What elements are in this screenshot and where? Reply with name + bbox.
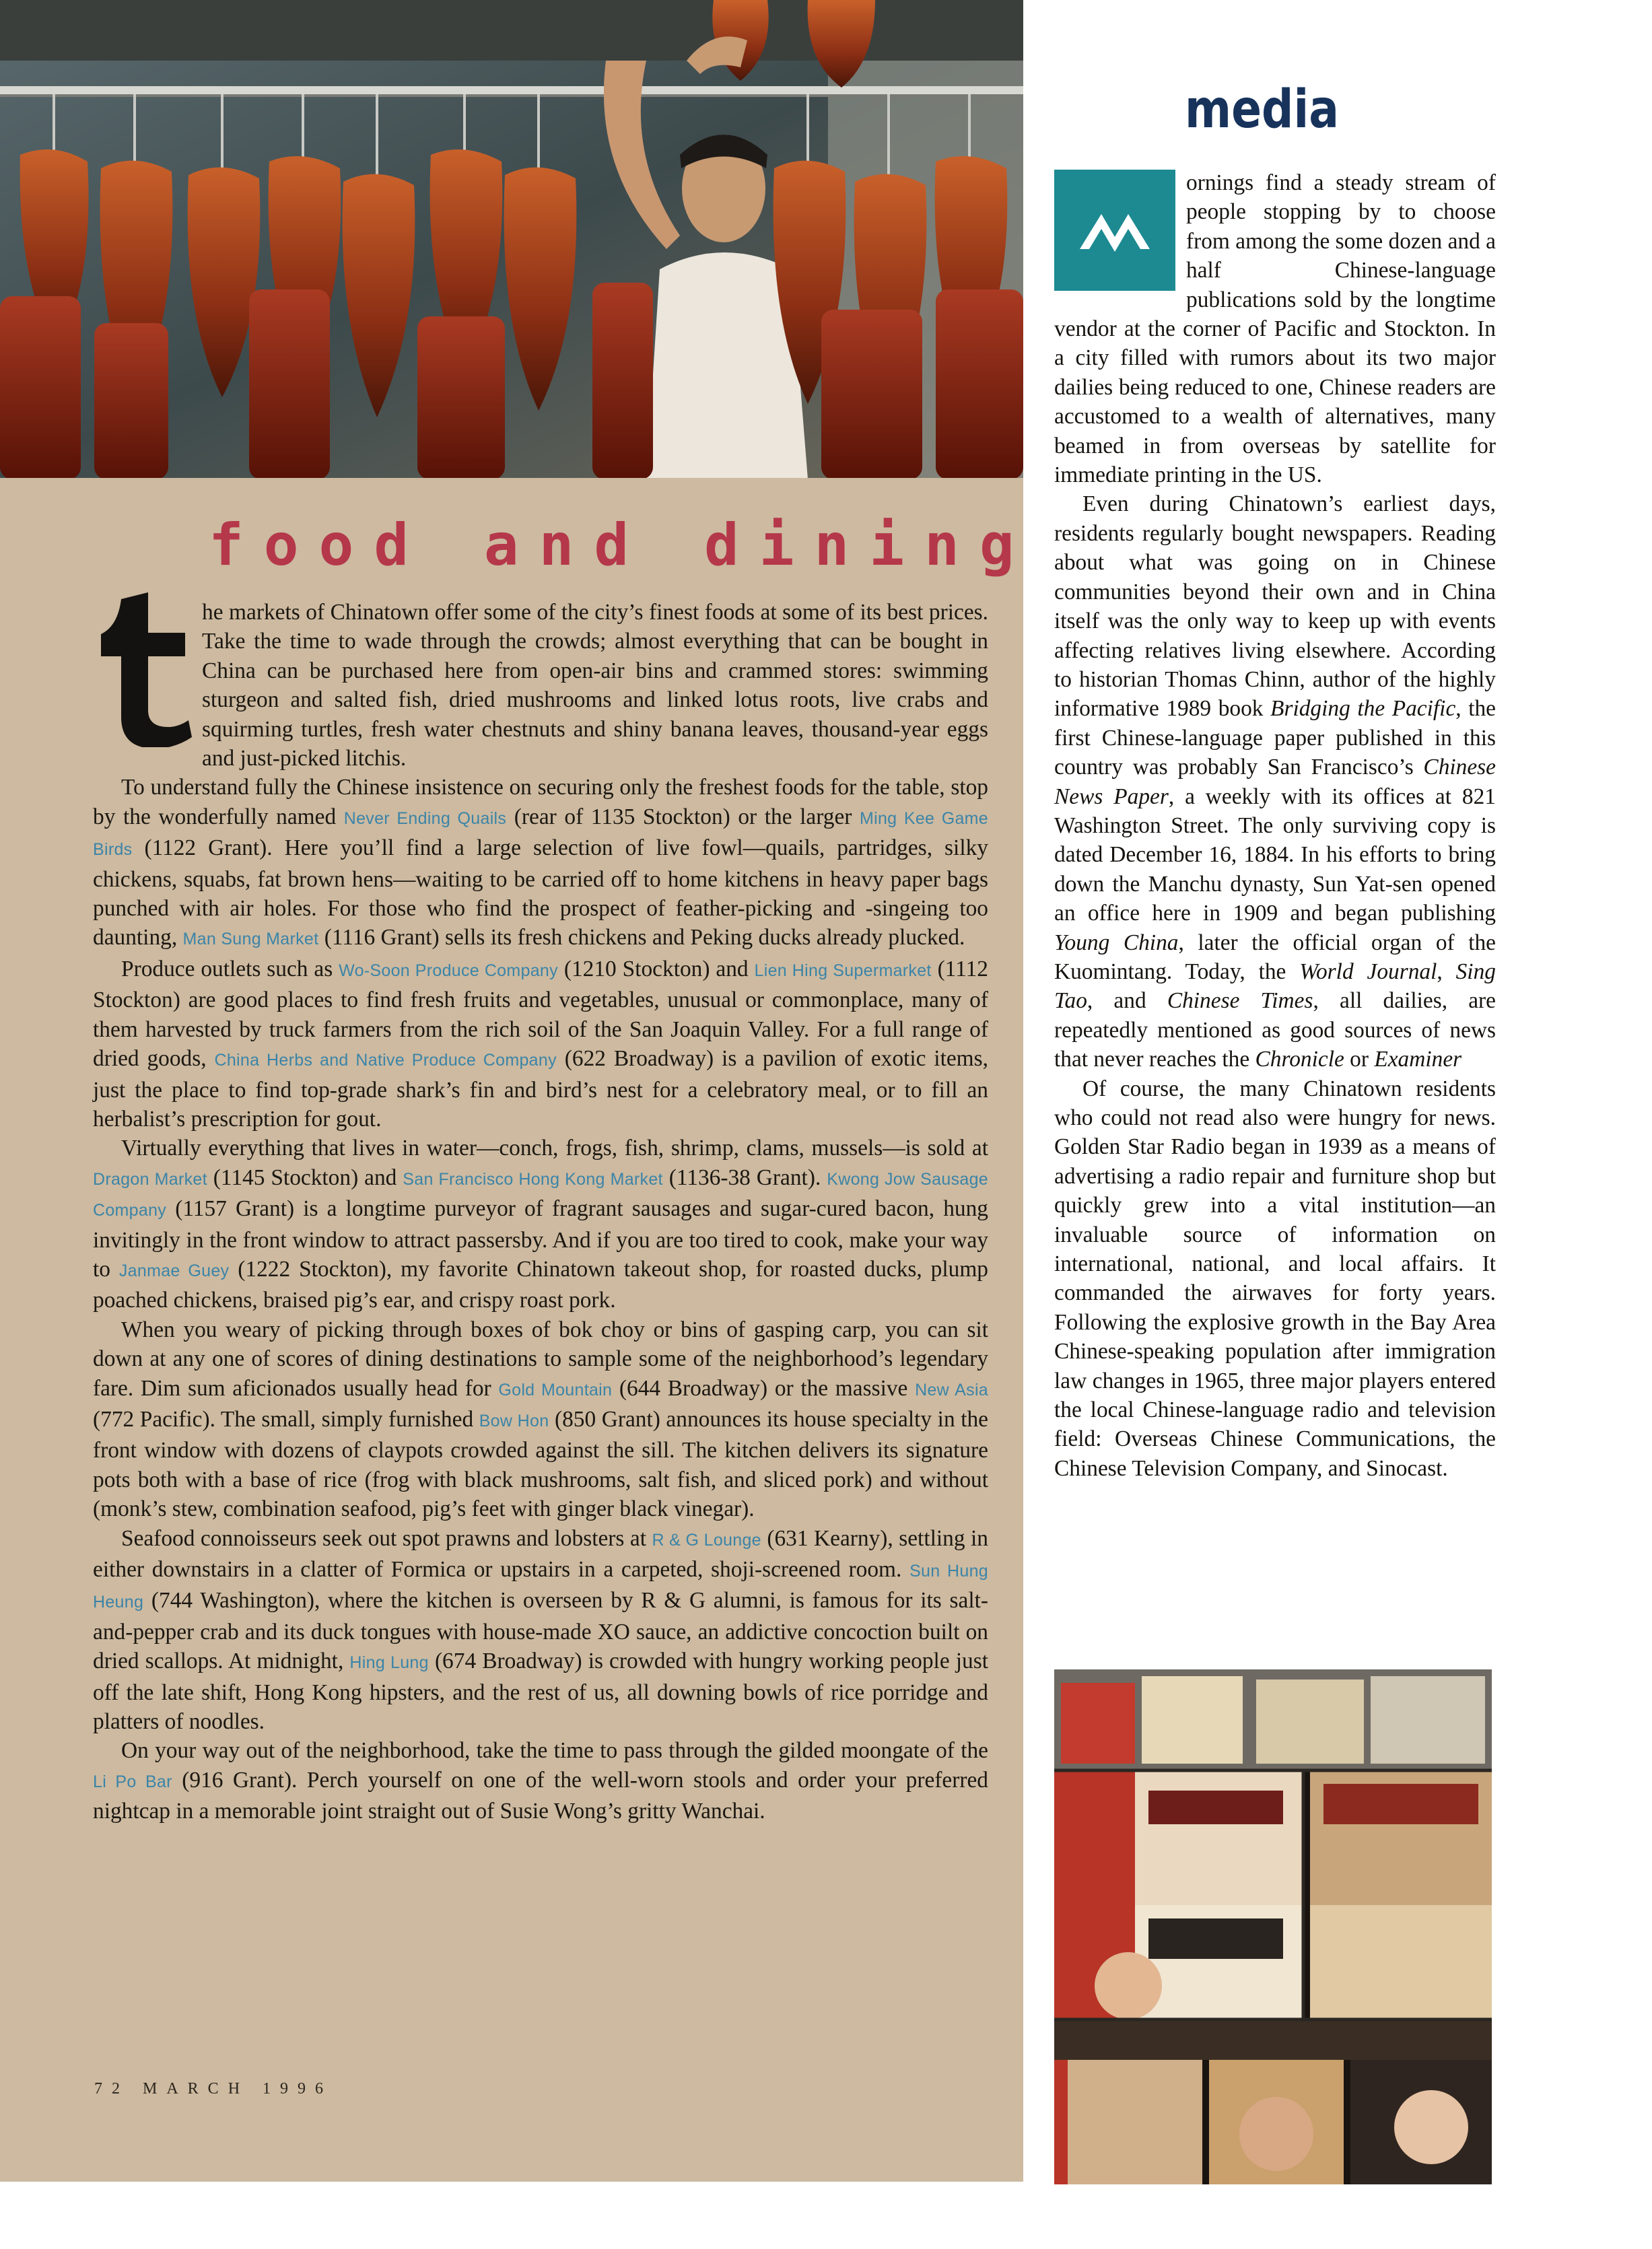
- media-paragraph: [1054, 1074, 1496, 1484]
- text-run: (772 Pacific). The small, simply furnished: [93, 1406, 479, 1432]
- food-paragraph: [93, 598, 988, 773]
- text-run: , all dailies, are repeatedly mentioned as good sources of news that never reaches the: [1054, 988, 1496, 1072]
- venue-name: Gold Mountain: [498, 1380, 613, 1399]
- text-run: , a weekly with its offices at 821 Washington Street. The only surviving copy is dated December 16, 1884. In his efforts to bring down the Manchu dynasty, Sun Yat-sen opened an office here in 1909 and began publishing: [1054, 784, 1496, 926]
- text-run: On your way out of the neighborhood, take the time to pass through the gilded moongate of the: [121, 1738, 988, 1764]
- text-run: (1157 Grant) is a longtime purveyor of fragrant sausages and sugar-cured bacon, hung invitingly in the front window to attract passersby. And if you are too tired to cook, make your way to: [93, 1196, 988, 1282]
- media-section-title: media: [1185, 79, 1339, 140]
- venue-name: Man Sung Market: [182, 930, 319, 949]
- food-paragraph: [93, 955, 988, 1134]
- food-paragraph: [93, 773, 988, 954]
- venue-name: Wo-Soon Produce Company: [339, 961, 558, 980]
- venue-name: Bow Hon: [479, 1411, 549, 1430]
- food-paragraph: [93, 1736, 988, 1826]
- text-run: (916 Grant). Perch yourself on one of the well-worn stools and order your preferred nightcap in a memorable joint straight out of Susie Wong’s gritty Wanchai.: [93, 1767, 988, 1824]
- text-run: (1122 Grant). Here you’ll find a large selection of live fowl—quails, partridges, silky chickens, squabs, fat brown hens—waiting to be carried off to home kitchens in heavy paper bags punched with air holes. For those who find the prospect of feather-picking and -singeing too daunting,: [93, 835, 988, 950]
- venue-name: Kwong Jow Sausage Company: [93, 1169, 988, 1220]
- text-run: ,: [1437, 959, 1456, 984]
- text-run: (850 Grant) announces its house specialty in the front window with dozens of claypots crowded against the sill. The kitchen delivers its signature pots both with a base of rice (frog with black mushrooms, salt fish, and sliced pork) and without (monk’s stew, combination seafood, pig’s feet with ginger black vinegar).: [93, 1406, 988, 1522]
- text-run: , later the official organ of the Kuomintang. Today, the: [1054, 930, 1496, 984]
- text-run: (674 Broadway) is crowded with hungry working people just off the late shift, Hong Kong hipsters, and the rest of us, all downing bowls of rice porridge and platters of noodles.: [93, 1649, 988, 1735]
- publication-title: Sing Tao: [1054, 959, 1496, 1014]
- text-run: (1116 Grant) sells its fresh chickens and Peking ducks already plucked.: [318, 925, 965, 950]
- venue-name: Sun Hung Heung: [93, 1562, 988, 1612]
- text-run: Produce outlets such as: [121, 956, 339, 981]
- venue-name: Lien Hing Supermarket: [754, 961, 932, 980]
- venue-name: Janmae Guey: [118, 1261, 230, 1280]
- publication-title: Chronicle: [1255, 1047, 1344, 1072]
- text-run: he markets of Chinatown offer some of the city’s finest foods at some of its best prices. Take the time to wade through the crowds; almost everything that can be bought in China can be purchased here from open-air bins and crammed stores: swimming sturgeon and salted fish, dried mushrooms and linked lotus roots, live crabs and squirming turtles, fresh water chestnuts and shiny banana leaves, thousand-year eggs and just-picked litchis.: [202, 600, 988, 771]
- venue-name: Hing Lung: [349, 1653, 429, 1673]
- text-run: (rear of 1135 Stockton) or the larger: [506, 804, 860, 829]
- text-run: (1210 Stockton) and: [557, 956, 755, 981]
- text-run: ornings find a steady stream of people stopping by to choose from among the some dozen and a half Chinese-language publications sold by the longtime vendor at the corner of Pacific and Stockton. In a city filled with rumors about its two major dailies being reduced to one, Chinese readers are accustomed to a wealth of alternatives, many beamed in from overseas by satellite for immediate printing in the US.: [1054, 170, 1496, 488]
- venue-name: Li Po Bar: [93, 1772, 172, 1791]
- publication-title: Young China: [1054, 930, 1179, 955]
- text-run: (1112 Stockton) are good places to find fresh fruits and vegetables, unusual or commonplace, many of them harvested by truck farmers from the rich soil of the San Joaquin Valley. For a full range of dried goods,: [93, 956, 988, 1072]
- venue-name: China Herbs and Native Produce Company: [214, 1051, 557, 1070]
- venue-name: Ming Kee Game Birds: [93, 808, 989, 860]
- newsstand-photo: [1054, 1669, 1492, 2184]
- food-paragraph: [93, 1315, 988, 1524]
- text-run: or: [1344, 1047, 1375, 1072]
- text-run: (622 Broadway) is a pavilion of exotic items, just the place to find top-grade shark’s fin and bird’s nest for a celebratory meal, or to fill an herbalist’s prescription for gout.: [93, 1046, 988, 1132]
- publication-title: Examiner: [1374, 1047, 1462, 1072]
- media-paragraph: [1054, 489, 1496, 1074]
- food-section-title: food and dining: [209, 512, 1035, 579]
- text-run: To understand fully the Chinese insistence on securing only the freshest foods for the table, stop by the wonderfully named: [93, 775, 988, 829]
- venue-name: Dragon Market: [93, 1169, 207, 1189]
- food-article-body: [93, 598, 988, 1826]
- venue-name: R & G Lounge: [652, 1530, 761, 1550]
- publication-title: Chinese News Paper: [1054, 755, 1496, 809]
- text-run: (1145 Stockton) and: [207, 1165, 403, 1190]
- food-paragraph: [93, 1524, 988, 1737]
- food-dropcap-space: [93, 598, 202, 753]
- text-run: Of course, the many Chinatown residents who could not read also were hungry for news. Golden Star Radio began in 1939 as a means of advertising a radio repair and furniture shop but quickly grew into a vital institution—an invaluable source of information on international, national, and local affairs. It commanded the airwaves for forty years. Following the explosive growth in the Bay Area Chinese-speaking population after immigration law changes in 1965, three major players entered the local Chinese-language radio and television field: Overseas Chinese Communications, the Chinese Television Company, and Sinocast.: [1054, 1076, 1496, 1481]
- text-run: (1136-38 Grant).: [662, 1165, 827, 1190]
- text-run: (631 Kearny), settling in either downstairs in a clatter of Formica or upstairs in a carpeted, shoji-screened room.: [93, 1525, 988, 1582]
- venue-name: Never Ending Quails: [343, 808, 507, 828]
- text-run: When you weary of picking through boxes of bok choy or bins of gasping carp, you can sit down at any one of scores of dining destinations to sample some of the neighborhood’s legendary fare. Dim sum aficionados usually head for: [93, 1317, 988, 1401]
- text-run: , and: [1087, 988, 1167, 1014]
- venue-name: New Asia: [915, 1380, 989, 1399]
- media-paragraph: [1054, 168, 1496, 489]
- text-run: Seafood connoisseurs seek out spot prawns and lobsters at: [121, 1525, 652, 1551]
- food-paragraph: [93, 1134, 988, 1315]
- publication-title: Chinese Times: [1167, 988, 1313, 1014]
- text-run: , the first Chinese-language paper published in this country was probably San Francisco’s: [1054, 696, 1496, 780]
- text-run: Virtually everything that lives in water—conch, frogs, fish, shrimp, clams, mussels—is sold at: [121, 1136, 988, 1161]
- media-dropcap-space: [1054, 168, 1186, 289]
- media-article-body: [1054, 168, 1496, 1483]
- text-run: (1222 Stockton), my favorite Chinatown takeout shop, for roasted ducks, plump poached chickens, braised pig’s ear, and crispy roast pork.: [93, 1256, 988, 1313]
- text-run: Even during Chinatown’s earliest days, residents regularly bought newspapers. Reading about what was going on in Chinese communities beyond their own and in China itself was the only way to keep up with events affecting relatives living elsewhere. According to historian Thomas Chinn, author of the highly informative 1989 book: [1054, 491, 1496, 722]
- text-run: (644 Broadway) or the massive: [612, 1375, 916, 1401]
- roast-duck-photo: [0, 0, 1023, 479]
- publication-title: World Journal: [1299, 959, 1437, 984]
- page-folio: 72 MARCH 1996: [94, 2080, 333, 2098]
- publication-title: Bridging the Pacific: [1270, 696, 1456, 722]
- text-run: (744 Washington), where the kitchen is overseen by R & G alumni, is famous for its salt-and-pepper crab and its duck tongues with house-made XO sauce, an addictive concoction built on dried scallops. At midnight,: [93, 1588, 988, 1674]
- venue-name: San Francisco Hong Kong Market: [403, 1169, 663, 1189]
